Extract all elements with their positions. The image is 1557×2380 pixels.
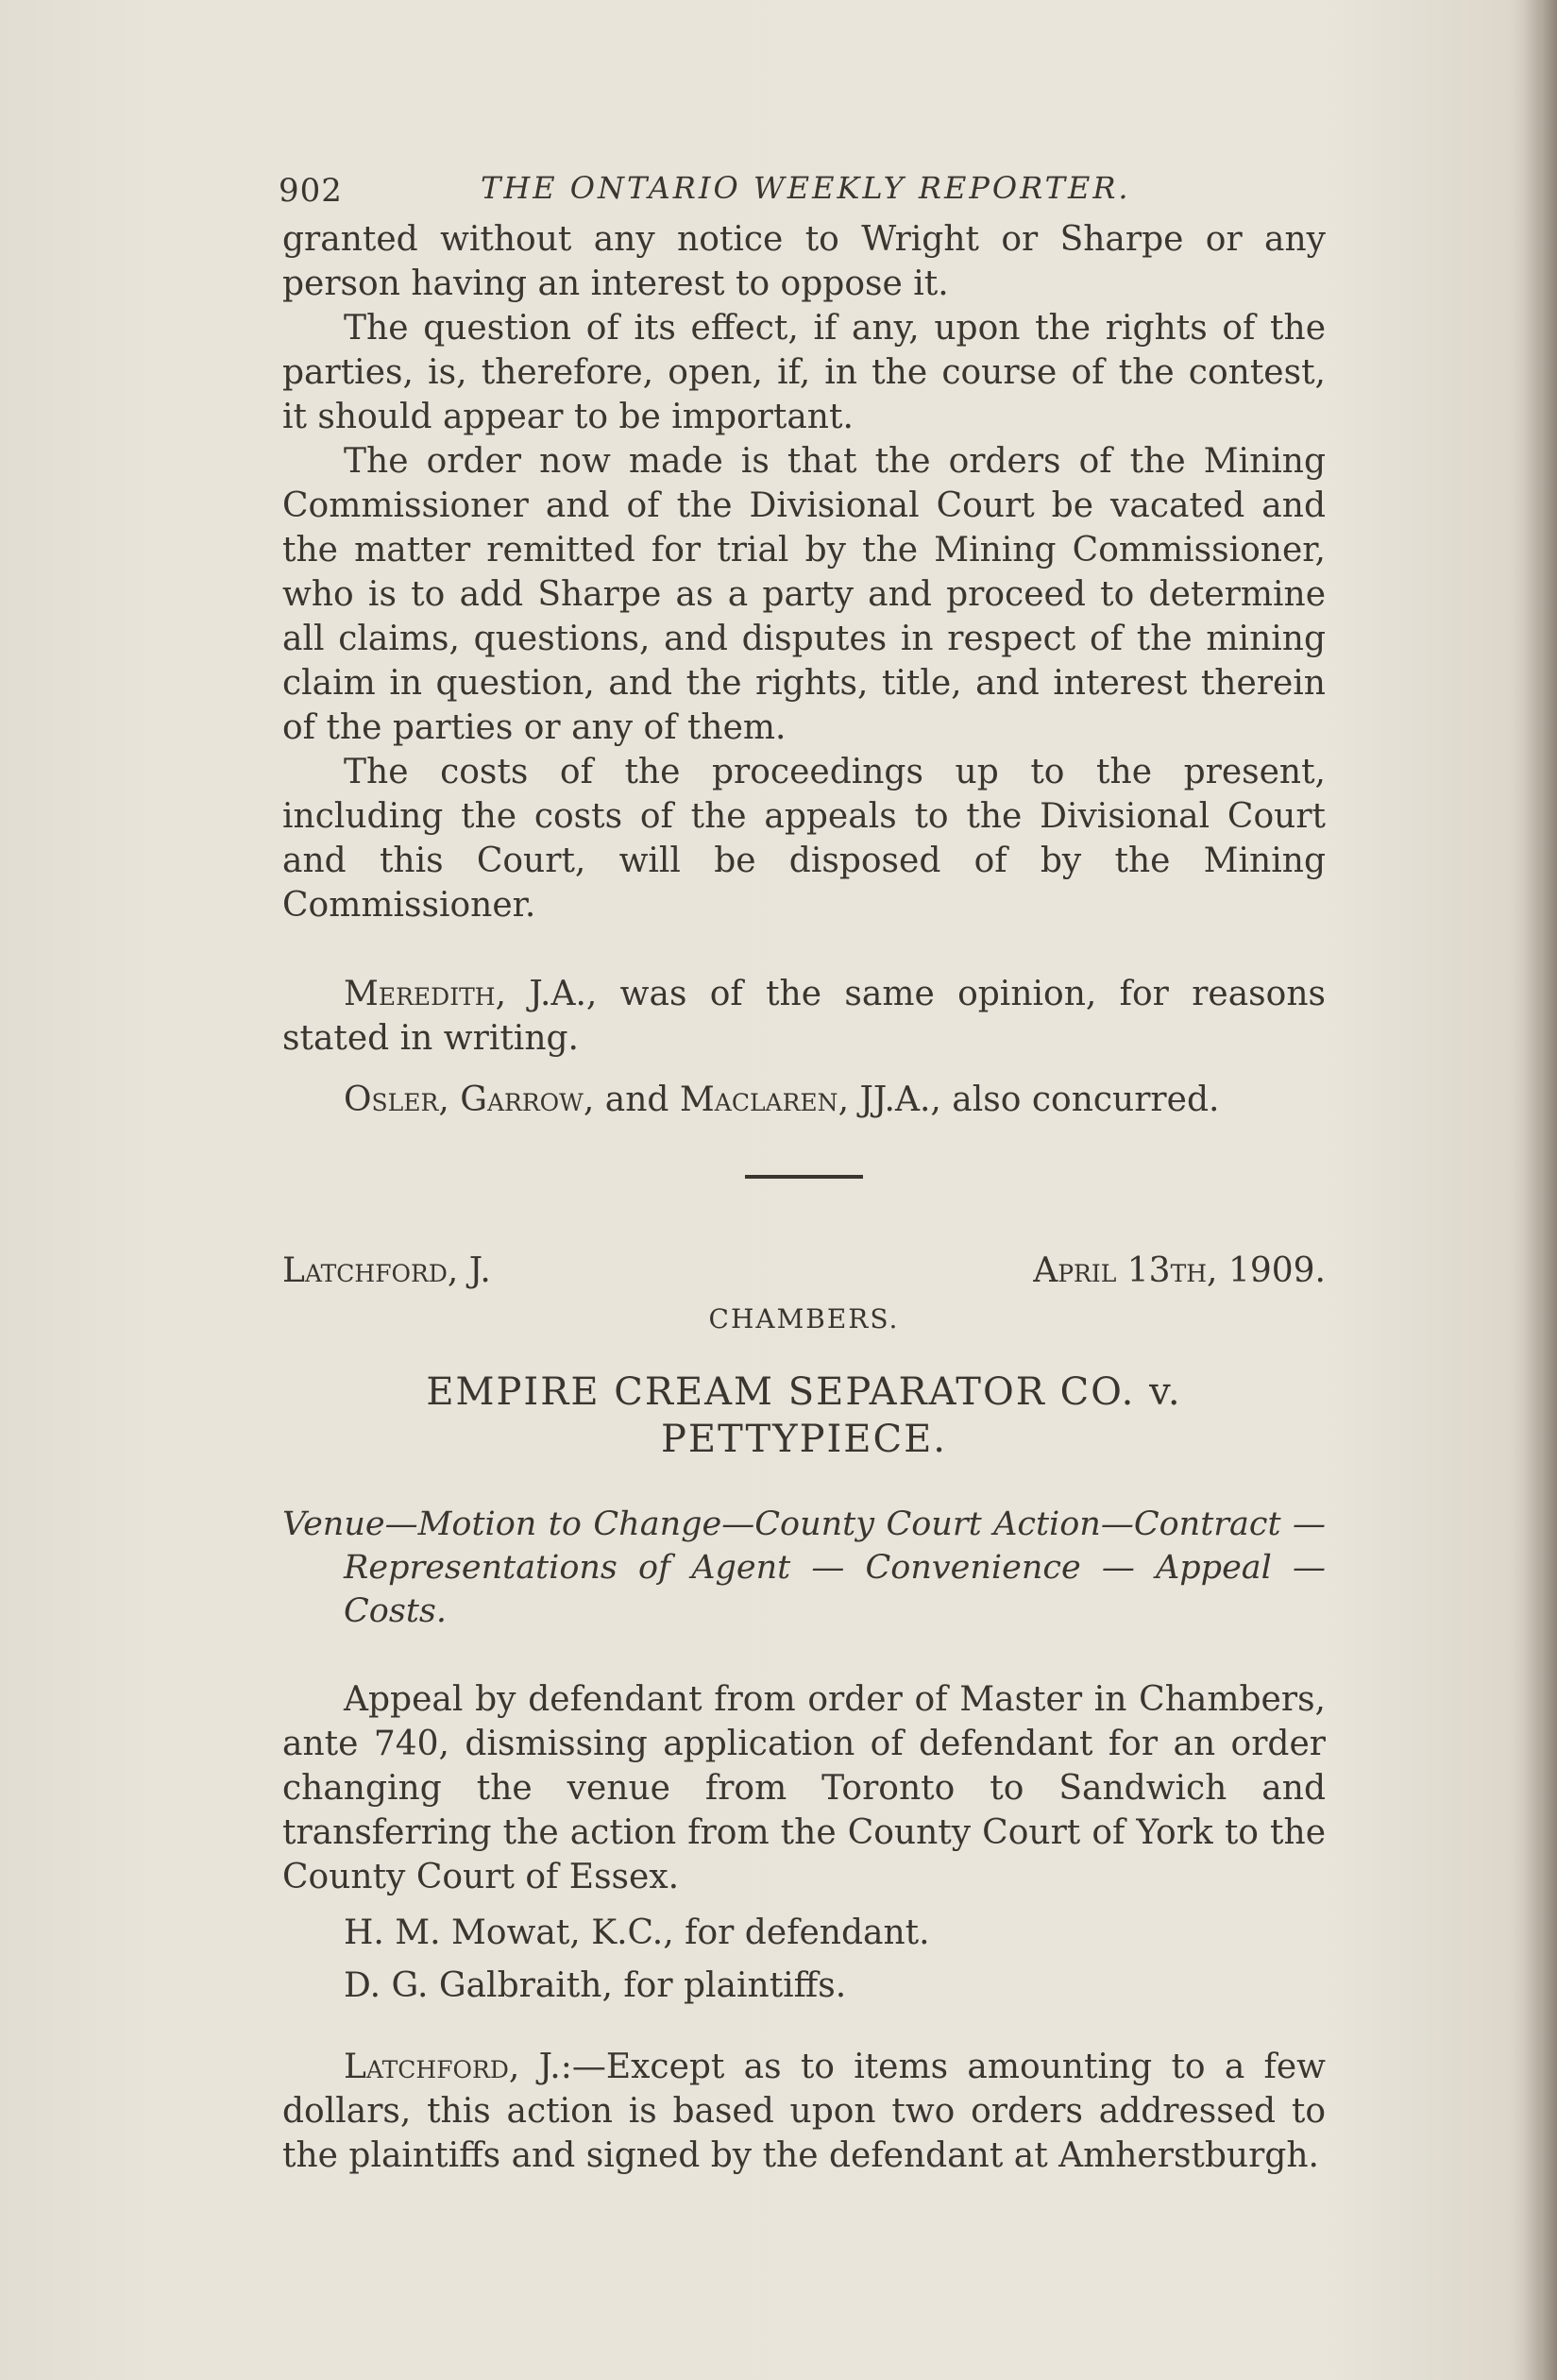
section-divider	[745, 1175, 863, 1179]
opinion-paragraph	[282, 2045, 1326, 2178]
paragraph: granted without any notice to Wright or Sharpe or any person having an interest to oppose it.	[282, 220, 1326, 303]
case-title: EMPIRE CREAM SEPARATOR CO. v. PETTYPIECE.	[426, 1370, 1182, 1461]
judge-name: Maclaren	[679, 1080, 838, 1119]
judge-name: Meredith	[344, 975, 496, 1013]
judge: Latchford, J.	[282, 1251, 491, 1290]
running-head	[279, 161, 1326, 217]
counsel-line: H. M. Mowat, K.C., for defendant.	[344, 1913, 930, 1952]
page-content	[279, 161, 1326, 2178]
opinion-text: , J.A., was of the same opinion, for reasons stated in writing.	[282, 975, 1326, 1058]
case-header-line	[282, 1249, 1326, 1293]
separator: ,	[438, 1080, 461, 1119]
judge-name: Garrow	[460, 1080, 584, 1119]
concurrence-line	[282, 1078, 1326, 1122]
paragraph: The question of its effect, if any, upon the rights of the parties, is, therefore, open, if, in the course of the contest, it should appear to be important.	[282, 309, 1326, 436]
headnote: Venue—Motion to Change—County Court Action—Contract —Representations of Agent — Convenience — Appeal — Costs.	[282, 1505, 1326, 1630]
judge-name: Osler	[344, 1080, 439, 1119]
journal-title: THE ONTARIO WEEKLY REPORTER.	[481, 170, 1131, 206]
court-label: CHAMBERS.	[708, 1303, 900, 1334]
concurrence-text: , JJ.A., also concurred.	[838, 1080, 1220, 1119]
paragraph: The costs of the proceedings up to the present, including the costs of the appeals to the Divisional Court and this Court, will be disposed of by the Mining Commissioner.	[282, 753, 1326, 925]
page-number: 902	[279, 172, 343, 210]
counsel-line: D. G. Galbraith, for plaintiffs.	[344, 1966, 847, 2005]
paragraph: The order now made is that the orders of the Mining Commissioner and of the Divisional Court be vacated and the matter remitted for trial by the Mining Commissioner, who is to add Sharpe as a party and proceed to determine all claims, questions, and disputes in respect of the mining claim in question, and the rights, title, and interest therein of the parties or any of them.	[282, 442, 1326, 747]
page-edge-shadow	[1523, 0, 1557, 2380]
case-summary: Appeal by defendant from order of Master in Chambers, ante 740, dismissing application of defendant for an order changing the venue from Toronto to Sandwich and transferring the action from the County Court of York to the County Court of Essex.	[282, 1680, 1326, 1896]
judge-name: Latchford	[344, 2048, 509, 2086]
concurring-opinion-meredith	[282, 972, 1326, 1061]
opinion-text: , J.:—Except as to items amounting to a few dollars, this action is based upon two orders addressed to the plaintiffs and signed by the defendant at Amherstburgh.	[282, 2048, 1326, 2175]
separator: , and	[583, 1080, 680, 1119]
decision-date: April 13th, 1909.	[1033, 1251, 1326, 1290]
